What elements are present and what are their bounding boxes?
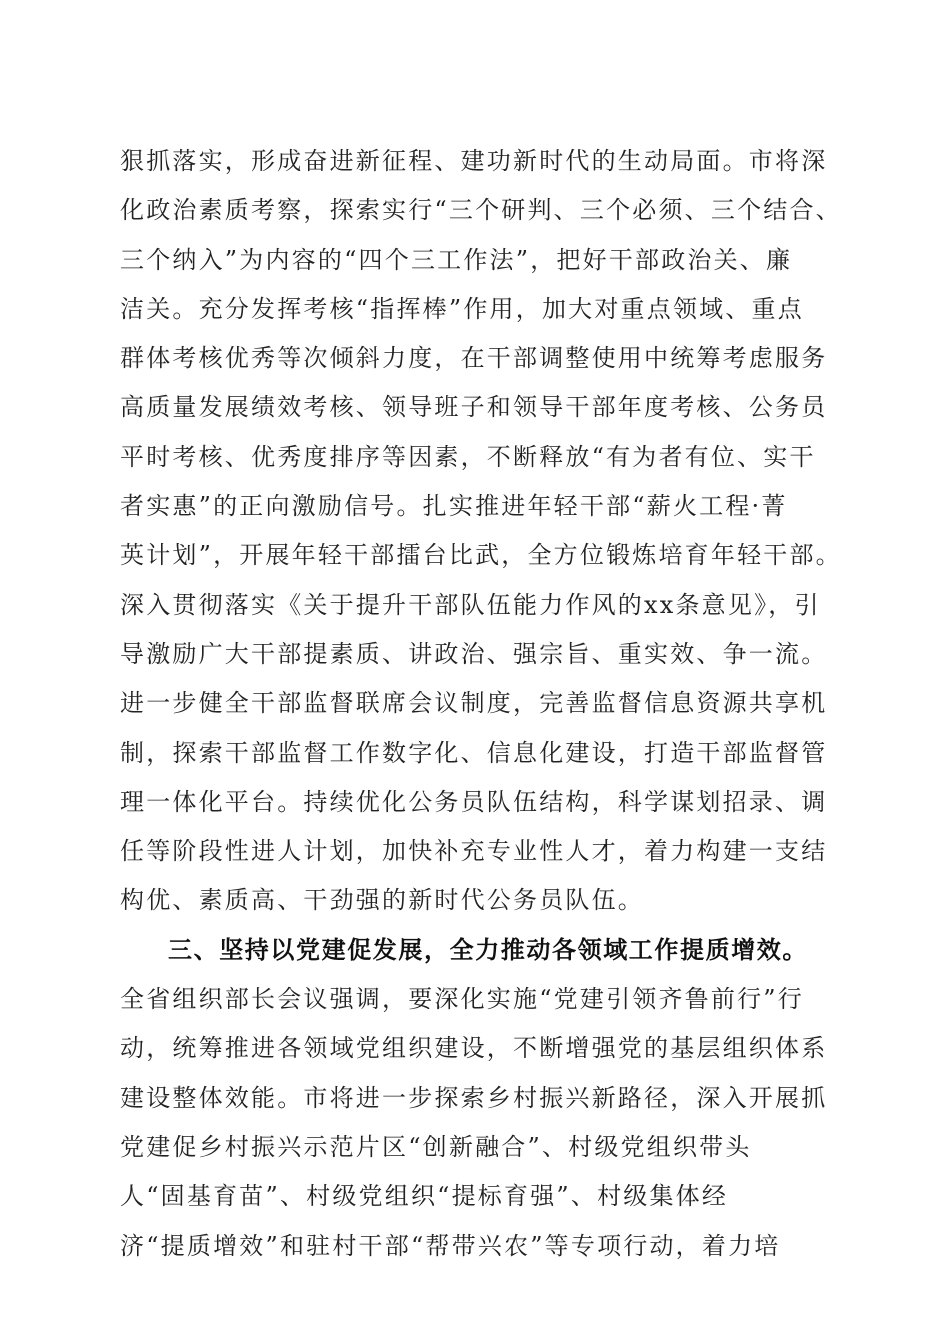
text-line: 者实惠”的正向激励信号。扎实推进年轻干部“薪火工程·菁: [120, 492, 788, 521]
text-line: 构优、素质高、干劲强的新时代公务员队伍。: [120, 886, 644, 915]
text-line: 动，统筹推进各领域党组织建设，不断增强党的基层组织体系: [120, 1034, 828, 1063]
text-line: 建设整体效能。市将进一步探索乡村振兴新路径，深入开展抓: [120, 1083, 828, 1112]
text-line: 党建促乡村振兴示范片区“创新融合”、村级党组织带头: [120, 1132, 752, 1161]
text-line: 洁关。充分发挥考核“指挥棒”作用，加大对重点领域、重点: [120, 294, 804, 323]
text-line: 高质量发展绩效考核、领导班子和领导干部年度考核、公务员: [120, 393, 828, 422]
text-line: 导激励广大干部提素质、讲政治、强宗旨、重实效、争一流。: [120, 639, 828, 668]
section-heading: 三、坚持以党建促发展，全力推动各领域工作提质增效。: [168, 935, 808, 964]
text-line: 任等阶段性进人计划，加快补充专业性人才，着力构建一支结: [120, 837, 828, 866]
text-line: 全省组织部长会议强调，要深化实施“党建引领齐鲁前行”行: [120, 985, 804, 1014]
text-line: 英计划”，开展年轻干部擂台比武，全方位锻炼培育年轻干部。: [120, 541, 842, 570]
text-line: 深入贯彻落实《关于提升干部队伍能力作风的xx条意见》，引: [120, 590, 821, 619]
text-line: 群体考核优秀等次倾斜力度，在干部调整使用中统筹考虑服务: [120, 344, 828, 373]
text-line: 人“固基育苗”、村级党组织“提标育强”、村级集体经: [120, 1182, 729, 1211]
text-line: 理一体化平台。持续优化公务员队伍结构，科学谋划招录、调: [120, 787, 828, 816]
text-line: 狠抓落实，形成奋进新征程、建功新时代的生动局面。市将深: [120, 147, 828, 175]
text-line: 化政治素质考察，探索实行“三个研判、三个必须、三个结合、: [120, 196, 842, 225]
text-line: 制，探索干部监督工作数字化、信息化建设，打造干部监督管: [120, 738, 828, 767]
text-line: 济“提质增效”和驻村干部“帮带兴农”等专项行动，着力培: [120, 1231, 781, 1260]
text-line: 三个纳入”为内容的“四个三工作法”，把好干部政治关、廉: [120, 245, 793, 274]
paragraph-continuation: [120, 137, 842, 1271]
text-line: 进一步健全干部监督联席会议制度，完善监督信息资源共享机: [120, 689, 828, 718]
text-line: 平时考核、优秀度排序等因素，不断释放“有为者有位、实干: [120, 442, 816, 471]
